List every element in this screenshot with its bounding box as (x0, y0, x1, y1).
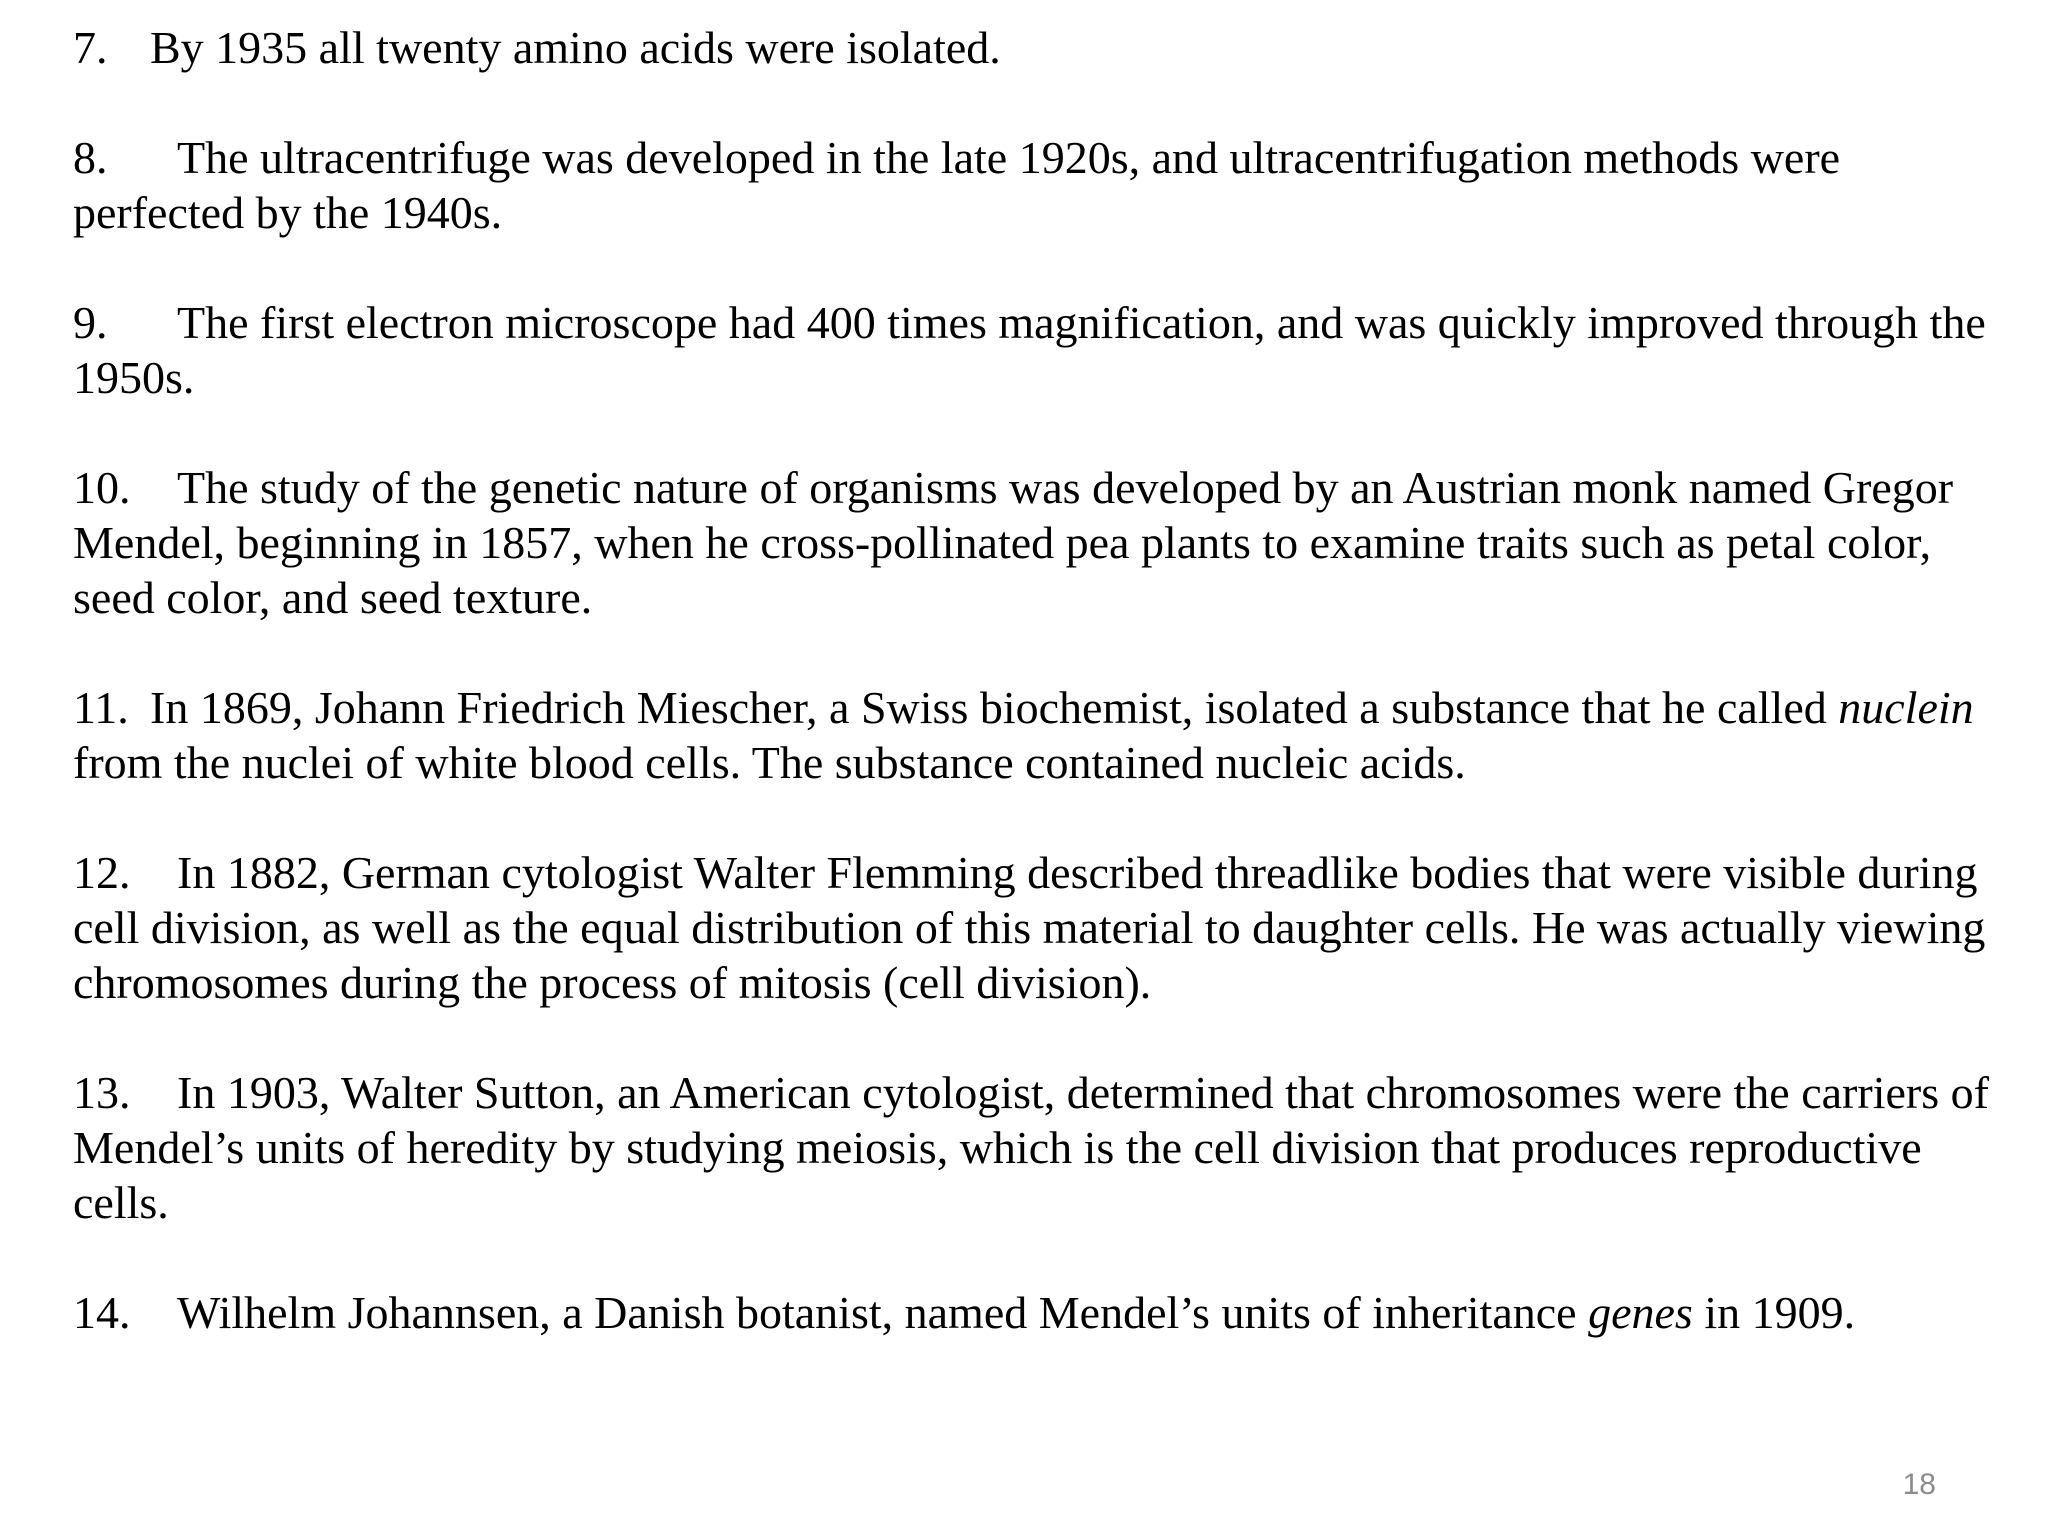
item-text-before: In 1869, Johann Friedrich Miescher, a Swiss biochemist, isolated a substance that he called (150, 682, 1839, 733)
list-item-12 (73, 845, 1993, 1010)
italic-term: nuclein (1838, 682, 1974, 733)
item-text: In 1903, Walter Sutton, an American cytologist, determined that chromosomes were the carriers of Mendel’s units of heredity by studying meiosis, which is the cell division that produces reproductive cells. (73, 1067, 1989, 1228)
item-text-before: Wilhelm Johannsen, a Danish botanist, named Mendel’s units of inheritance (177, 1287, 1589, 1338)
numbered-list (73, 20, 1993, 1340)
item-text: By 1935 all twenty amino acids were isolated. (150, 22, 1001, 73)
item-number: 8. (73, 132, 108, 183)
item-number: 14. (73, 1287, 131, 1338)
list-item-14 (73, 1285, 1993, 1340)
item-number: 11. (73, 682, 129, 733)
list-item-13 (73, 1065, 1993, 1230)
item-text-after: in 1909. (1692, 1287, 1856, 1338)
item-number: 13. (73, 1067, 131, 1118)
item-number: 9. (73, 297, 108, 348)
list-item-10 (73, 460, 1993, 625)
list-item-7 (73, 20, 1993, 75)
list-item-8 (73, 130, 1993, 240)
item-number: 12. (73, 847, 131, 898)
item-text: The ultracentrifuge was developed in the late 1920s, and ultracentrifugation methods were perfected by the 1940s. (73, 132, 1841, 238)
item-number: 7. (73, 22, 108, 73)
list-item-9 (73, 295, 1993, 405)
list-item-11 (73, 680, 1993, 790)
item-text: In 1882, German cytologist Walter Flemming described threadlike bodies that were visible during cell division, as well as the equal distribution of this material to daughter cells. He was actually viewing chromosomes during the process of mitosis (cell division). (73, 847, 1986, 1008)
item-text: The study of the genetic nature of organisms was developed by an Austrian monk named Gregor Mendel, beginning in 1857, when he cross-pollinated pea plants to examine traits such as petal color, seed color, and seed texture. (73, 462, 1954, 623)
item-text-after: from the nuclei of white blood cells. The substance contained nucleic acids. (73, 737, 1466, 788)
page-number: 18 (1902, 1468, 1936, 1501)
item-text: The first electron microscope had 400 times magnification, and was quickly improved through the 1950s. (73, 297, 1986, 403)
item-number: 10. (73, 462, 131, 513)
italic-term: genes (1588, 1287, 1693, 1338)
